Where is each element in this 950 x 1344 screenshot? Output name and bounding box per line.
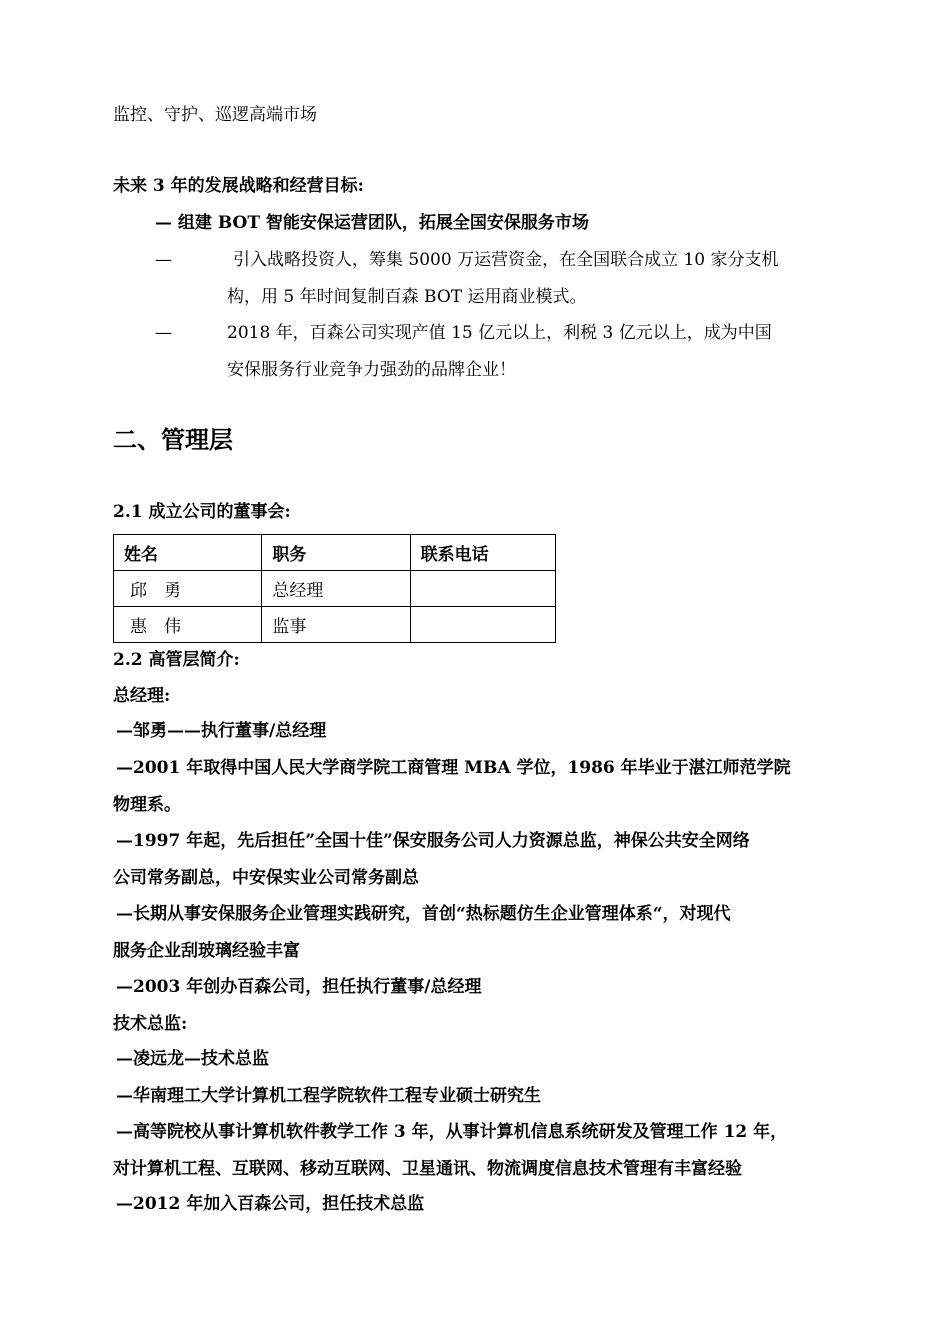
gm-bio-line: —2003 年创办百森公司，担任执行董事/总经理: [116, 977, 482, 997]
table-cell-name: 惠 伟: [114, 607, 262, 643]
strategy-item-line: 构，用 5 年时间复制百森 BOT 运用商业模式。: [227, 287, 587, 307]
table-cell-name: 邱 勇: [114, 571, 262, 607]
gm-bio-line: —1997 年起，先后担任”全国十佳”保安服务公司人力资源总监，神保公共安全网络: [116, 831, 750, 851]
section-heading: 二、管理层: [113, 425, 233, 454]
strategy-main-point: — 组建 BOT 智能安保运营团队，拓展全国安保服务市场: [155, 213, 589, 233]
table-header-row: [114, 535, 556, 571]
column-header: 职务: [262, 535, 410, 571]
strategy-item-line: 安保服务行业竞争力强劲的品牌企业！: [227, 360, 516, 380]
board-title: 2.1 成立公司的董事会:: [113, 502, 291, 522]
list-dash: —: [155, 323, 172, 343]
cto-role-label: 技术总监:: [113, 1014, 188, 1034]
gm-bio-line: —2001 年取得中国人民大学商学院工商管理 MBA 学位，1986 年毕业于湛江师范学院: [116, 758, 791, 778]
gm-name-line: —邹勇——执行董事/总经理: [116, 721, 327, 741]
table-cell-phone: [410, 571, 555, 607]
strategy-item-line: 引入战略投资人，筹集 5000 万运营资金，在全国联合成立 10 家分支机: [233, 250, 779, 270]
gm-bio-line: 公司常务副总，中安保实业公司常务副总: [113, 868, 419, 888]
intro-fragment: 监控、守护、巡逻高端市场: [113, 105, 317, 125]
table-row: [114, 607, 556, 643]
table-cell-position: 监事: [262, 607, 410, 643]
gm-bio-line: 服务企业刮玻璃经验丰富: [113, 941, 300, 961]
list-dash: —: [155, 250, 172, 270]
cto-bio-line: 对计算机工程、互联网、移动互联网、卫星通讯、物流调度信息技术管理有丰富经验: [113, 1159, 742, 1179]
table-cell-phone: [410, 607, 555, 643]
gm-role-label: 总经理:: [113, 686, 171, 706]
table-cell-position: 总经理: [262, 571, 410, 607]
executives-title: 2.2 高管层简介:: [113, 650, 240, 670]
gm-bio-line: —长期从事安保服务企业管理实践研究，首创“热标题仿生企业管理体系“，对现代: [116, 904, 731, 924]
column-header: 姓名: [114, 535, 262, 571]
cto-name-line: —凌远龙—技术总监: [116, 1049, 269, 1069]
cto-bio-line: —2012 年加入百森公司，担任技术总监: [116, 1194, 425, 1214]
cto-bio-line: —高等院校从事计算机软件教学工作 3 年，从事计算机信息系统研发及管理工作 12 年，: [116, 1122, 788, 1142]
cto-bio-line: —华南理工大学计算机工程学院软件工程专业硕士研究生: [116, 1086, 541, 1106]
board-table: [113, 534, 556, 643]
table-row: [114, 571, 556, 607]
strategy-title: 未来 3 年的发展战略和经营目标:: [113, 176, 364, 196]
strategy-item-line: 2018 年，百森公司实现产值 15 亿元以上，利税 3 亿元以上，成为中国: [227, 323, 772, 343]
column-header: 联系电话: [410, 535, 555, 571]
gm-bio-line: 物理系。: [113, 795, 181, 815]
